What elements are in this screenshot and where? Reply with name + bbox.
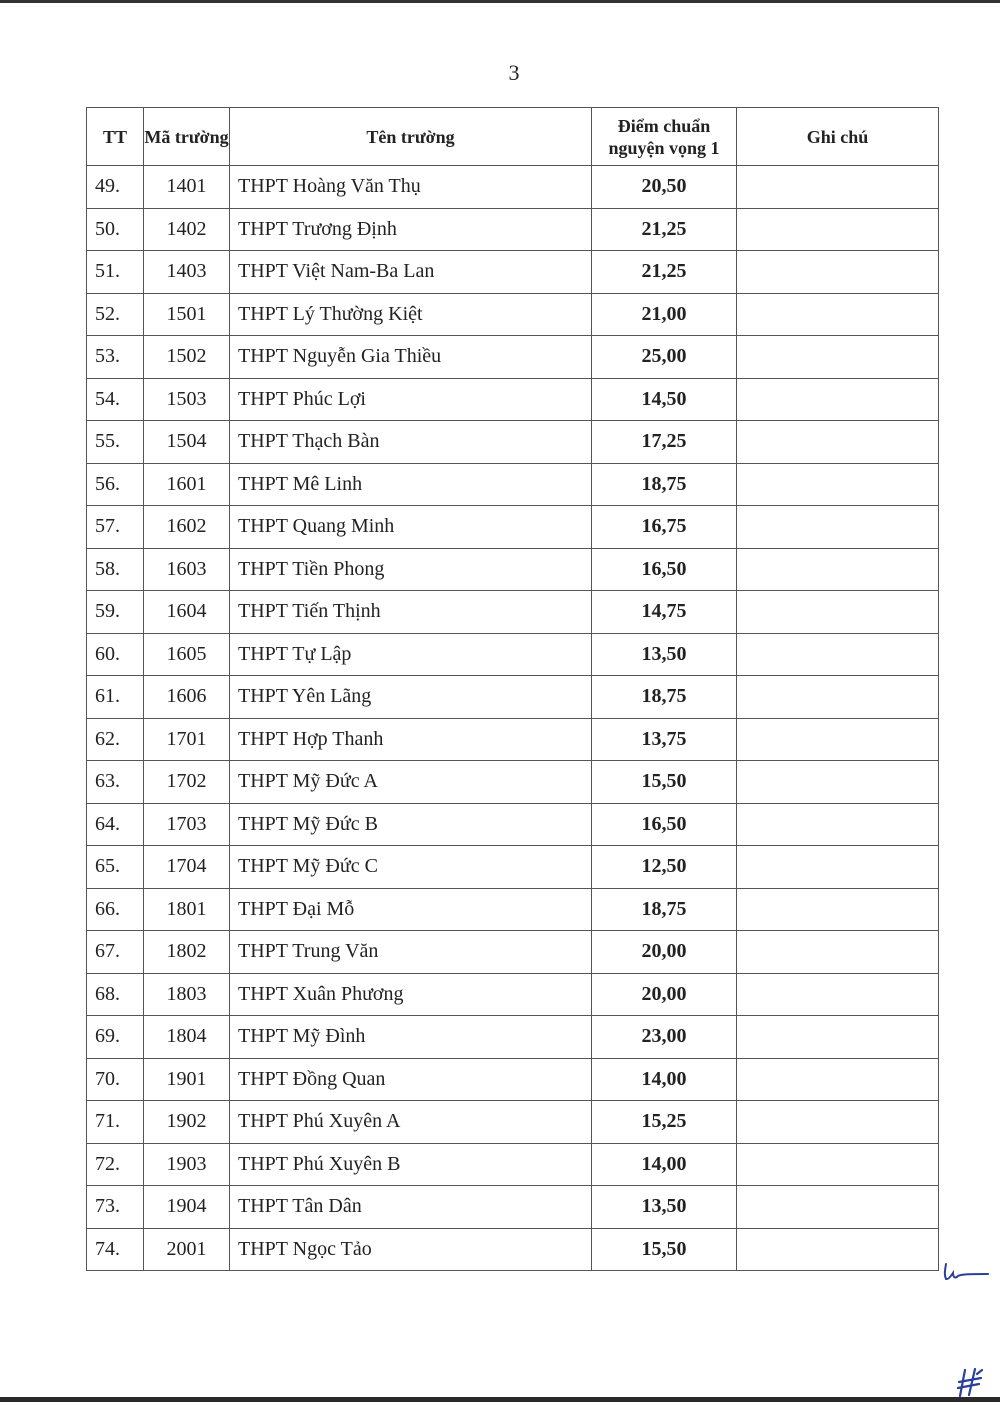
row-number: 61.: [87, 676, 144, 719]
cutoff-score: 18,75: [592, 463, 737, 506]
school-code: 1606: [144, 676, 230, 719]
note-cell: [737, 1143, 939, 1186]
school-code: 1803: [144, 973, 230, 1016]
cutoff-score: 23,00: [592, 1016, 737, 1059]
header-tt: TT: [87, 108, 144, 166]
school-name: THPT Đồng Quan: [230, 1058, 592, 1101]
admission-scores-table: [86, 107, 939, 1271]
header-school-name: Tên trường: [230, 108, 592, 166]
note-cell: [737, 803, 939, 846]
note-cell: [737, 1186, 939, 1229]
table-row: [87, 888, 939, 931]
row-number: 51.: [87, 251, 144, 294]
cutoff-score: 18,75: [592, 888, 737, 931]
note-cell: [737, 1058, 939, 1101]
school-name: THPT Việt Nam-Ba Lan: [230, 251, 592, 294]
school-name: THPT Tự Lập: [230, 633, 592, 676]
note-cell: [737, 888, 939, 931]
page-number: 3: [508, 60, 520, 85]
cutoff-score: 15,50: [592, 1228, 737, 1271]
school-name: THPT Phú Xuyên B: [230, 1143, 592, 1186]
cutoff-score: 14,50: [592, 378, 737, 421]
school-code: 1602: [144, 506, 230, 549]
cutoff-score: 16,50: [592, 803, 737, 846]
school-name: THPT Phúc Lợi: [230, 378, 592, 421]
cutoff-score: 18,75: [592, 676, 737, 719]
row-number: 63.: [87, 761, 144, 804]
row-number: 74.: [87, 1228, 144, 1271]
school-name: THPT Xuân Phương: [230, 973, 592, 1016]
handwritten-signature-mark: [957, 1368, 983, 1398]
school-name: THPT Hợp Thanh: [230, 718, 592, 761]
school-code: 1704: [144, 846, 230, 889]
school-code: 1904: [144, 1186, 230, 1229]
cutoff-score: 16,75: [592, 506, 737, 549]
school-code: 1802: [144, 931, 230, 974]
cutoff-score: 20,00: [592, 973, 737, 1016]
table-row: [87, 1101, 939, 1144]
cutoff-score: 12,50: [592, 846, 737, 889]
note-cell: [737, 761, 939, 804]
school-code: 1702: [144, 761, 230, 804]
table-row: [87, 251, 939, 294]
note-cell: [737, 973, 939, 1016]
school-code: 1501: [144, 293, 230, 336]
school-code: 1603: [144, 548, 230, 591]
row-number: 72.: [87, 1143, 144, 1186]
note-cell: [737, 378, 939, 421]
note-cell: [737, 846, 939, 889]
table-row: [87, 336, 939, 379]
table-row: [87, 676, 939, 719]
table-row: [87, 761, 939, 804]
table-row: [87, 846, 939, 889]
cutoff-score: 21,25: [592, 208, 737, 251]
table-row: [87, 208, 939, 251]
cutoff-score: 21,00: [592, 293, 737, 336]
row-number: 53.: [87, 336, 144, 379]
school-code: 1701: [144, 718, 230, 761]
top-border-line: [0, 0, 1000, 3]
note-cell: [737, 676, 939, 719]
note-cell: [737, 293, 939, 336]
row-number: 67.: [87, 931, 144, 974]
row-number: 73.: [87, 1186, 144, 1229]
row-number: 54.: [87, 378, 144, 421]
row-number: 49.: [87, 166, 144, 209]
cutoff-score: 13,50: [592, 1186, 737, 1229]
header-cutoff-score: Điểm chuẩn nguyện vọng 1: [592, 108, 737, 166]
note-cell: [737, 336, 939, 379]
row-number: 66.: [87, 888, 144, 931]
table-row: [87, 463, 939, 506]
row-number: 60.: [87, 633, 144, 676]
table-row: [87, 1058, 939, 1101]
header-school-code: Mã trường: [144, 108, 230, 166]
table-row: [87, 803, 939, 846]
school-code: 1601: [144, 463, 230, 506]
school-name: THPT Mỹ Đức A: [230, 761, 592, 804]
note-cell: [737, 931, 939, 974]
cutoff-score: 20,00: [592, 931, 737, 974]
header-note: Ghi chú: [737, 108, 939, 166]
row-number: 68.: [87, 973, 144, 1016]
table-row: [87, 1016, 939, 1059]
school-code: 1703: [144, 803, 230, 846]
school-name: THPT Mỹ Đình: [230, 1016, 592, 1059]
note-cell: [737, 506, 939, 549]
row-number: 57.: [87, 506, 144, 549]
school-name: THPT Mỹ Đức B: [230, 803, 592, 846]
school-name: THPT Đại Mỗ: [230, 888, 592, 931]
note-cell: [737, 421, 939, 464]
note-cell: [737, 166, 939, 209]
school-code: 1502: [144, 336, 230, 379]
row-number: 65.: [87, 846, 144, 889]
school-code: 2001: [144, 1228, 230, 1271]
table-row: [87, 931, 939, 974]
table-row: [87, 591, 939, 634]
school-code: 1401: [144, 166, 230, 209]
table-body: [87, 166, 939, 1271]
school-name: THPT Tiền Phong: [230, 548, 592, 591]
cutoff-score: 15,25: [592, 1101, 737, 1144]
table-row: [87, 421, 939, 464]
school-name: THPT Nguyễn Gia Thiều: [230, 336, 592, 379]
cutoff-score: 13,50: [592, 633, 737, 676]
cutoff-score: 14,00: [592, 1143, 737, 1186]
row-number: 52.: [87, 293, 144, 336]
school-name: THPT Ngọc Tảo: [230, 1228, 592, 1271]
row-number: 55.: [87, 421, 144, 464]
cutoff-score: 14,00: [592, 1058, 737, 1101]
cutoff-score: 25,00: [592, 336, 737, 379]
note-cell: [737, 548, 939, 591]
table-row: [87, 293, 939, 336]
school-code: 1605: [144, 633, 230, 676]
row-number: 64.: [87, 803, 144, 846]
note-cell: [737, 591, 939, 634]
school-name: THPT Phú Xuyên A: [230, 1101, 592, 1144]
school-name: THPT Thạch Bàn: [230, 421, 592, 464]
table-row: [87, 1228, 939, 1271]
school-name: THPT Hoàng Văn Thụ: [230, 166, 592, 209]
row-number: 71.: [87, 1101, 144, 1144]
school-name: THPT Yên Lãng: [230, 676, 592, 719]
school-name: THPT Mê Linh: [230, 463, 592, 506]
cutoff-score: 13,75: [592, 718, 737, 761]
cutoff-score: 15,50: [592, 761, 737, 804]
table-row: [87, 548, 939, 591]
cutoff-score: 20,50: [592, 166, 737, 209]
note-cell: [737, 633, 939, 676]
school-name: THPT Tân Dân: [230, 1186, 592, 1229]
note-cell: [737, 1101, 939, 1144]
school-code: 1503: [144, 378, 230, 421]
cutoff-score: 16,50: [592, 548, 737, 591]
school-code: 1902: [144, 1101, 230, 1144]
school-name: THPT Tiến Thịnh: [230, 591, 592, 634]
school-name: THPT Lý Thường Kiệt: [230, 293, 592, 336]
note-cell: [737, 1016, 939, 1059]
table-row: [87, 633, 939, 676]
row-number: 58.: [87, 548, 144, 591]
handwritten-initial-mark: [940, 1262, 990, 1282]
table-header-row: [87, 108, 939, 166]
bottom-border-line: [0, 1397, 1000, 1402]
cutoff-score: 21,25: [592, 251, 737, 294]
note-cell: [737, 208, 939, 251]
note-cell: [737, 1228, 939, 1271]
table-row: [87, 166, 939, 209]
school-code: 1804: [144, 1016, 230, 1059]
row-number: 50.: [87, 208, 144, 251]
school-code: 1402: [144, 208, 230, 251]
school-name: THPT Trương Định: [230, 208, 592, 251]
note-cell: [737, 251, 939, 294]
row-number: 70.: [87, 1058, 144, 1101]
cutoff-score: 17,25: [592, 421, 737, 464]
table-row: [87, 506, 939, 549]
table-row: [87, 378, 939, 421]
school-name: THPT Trung Văn: [230, 931, 592, 974]
school-name: THPT Quang Minh: [230, 506, 592, 549]
school-code: 1801: [144, 888, 230, 931]
school-name: THPT Mỹ Đức C: [230, 846, 592, 889]
note-cell: [737, 718, 939, 761]
school-code: 1504: [144, 421, 230, 464]
table-row: [87, 1143, 939, 1186]
school-code: 1901: [144, 1058, 230, 1101]
table-row: [87, 1186, 939, 1229]
note-cell: [737, 463, 939, 506]
row-number: 56.: [87, 463, 144, 506]
school-code: 1604: [144, 591, 230, 634]
cutoff-score: 14,75: [592, 591, 737, 634]
row-number: 69.: [87, 1016, 144, 1059]
table-row: [87, 718, 939, 761]
row-number: 62.: [87, 718, 144, 761]
table-row: [87, 973, 939, 1016]
row-number: 59.: [87, 591, 144, 634]
school-code: 1903: [144, 1143, 230, 1186]
school-code: 1403: [144, 251, 230, 294]
